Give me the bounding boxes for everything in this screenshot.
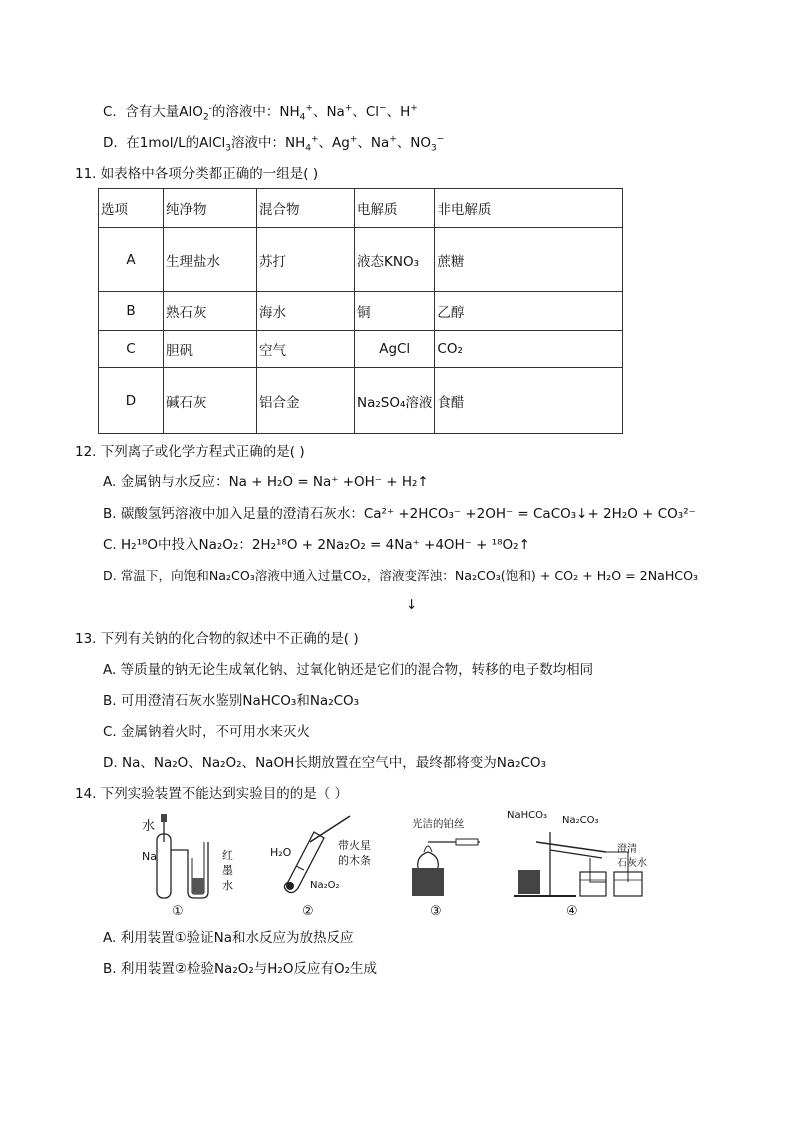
table-row [99, 228, 623, 292]
table-cell: Na₂SO₄溶液 [355, 368, 435, 434]
table-cell: C [99, 331, 164, 368]
table-cell: 铝合金 [257, 368, 355, 434]
label-glowing-stick-1: 带火星 [338, 839, 371, 852]
q13-stem: 13. 下列有关钠的化合物的叙述中不正确的是( ) [75, 631, 359, 647]
table-header-row [99, 189, 623, 228]
table-cell: 生理盐水 [164, 228, 257, 292]
table-cell: 熟石灰 [164, 292, 257, 331]
q14-stem: 14. 下列实验装置不能达到实验目的的是（ ） [75, 786, 349, 802]
label-ink-2: 墨 [222, 864, 233, 877]
label-nahco3: NaHCO₃ [507, 810, 547, 821]
table-cell: 苏打 [257, 228, 355, 292]
header-cell: 纯净物 [164, 189, 257, 228]
q12-option-b: B. 碳酸氢钙溶液中加入足量的澄清石灰水：Ca²⁺ +2HCO₃⁻ +2OH⁻ = CaCO₃↓+ 2H₂O + CO₃²⁻ [103, 506, 696, 522]
q14-option-b: B. 利用装置②检验Na₂O₂与H₂O反应有O₂生成 [103, 961, 377, 977]
table-cell: 空气 [257, 331, 355, 368]
header-cell: 非电解质 [435, 189, 623, 228]
figure-number-2: ② [302, 904, 314, 919]
q12-option-d-precipitate-arrow: ↓ [406, 597, 418, 613]
table-cell: 食醋 [435, 368, 623, 434]
q13-option-d: D. Na、Na₂O、Na₂O₂、NaOH长期放置在空气中，最终都将变为Na₂CO₃ [103, 755, 546, 771]
table-cell: 液态KNO₃ [355, 228, 435, 292]
label-ink-3: 水 [222, 879, 233, 892]
label-water: 水 [142, 819, 156, 834]
q10-option-c: C. 含有大量AlO$_2$-的溶液中：$NH_4^+$、Na+、Cl−、H+ [103, 103, 418, 123]
label-ink-1: 红 [222, 849, 233, 862]
table-cell: B [99, 292, 164, 331]
table-row [99, 292, 623, 331]
table-cell: 海水 [257, 292, 355, 331]
q12-option-a: A. 金属钠与水反应：Na + H₂O = Na⁺ +OH⁻ + H₂↑ [103, 474, 429, 490]
header-cell: 电解质 [355, 189, 435, 228]
q14-apparatus-figures [130, 812, 690, 922]
table-cell: 碱石灰 [164, 368, 257, 434]
table-row [99, 331, 623, 368]
label-na: Na [142, 850, 157, 863]
q12-stem: 12. 下列离子或化学方程式正确的是( ) [75, 444, 305, 460]
table-cell: 胆矾 [164, 331, 257, 368]
table-cell: CO₂ [435, 331, 623, 368]
label-h2o: H₂O [270, 846, 292, 859]
figure-number-4: ④ [566, 904, 578, 919]
label-glowing-stick-2: 的木条 [338, 854, 371, 867]
table-row [99, 368, 623, 434]
label-na2co3: Na₂CO₃ [562, 815, 599, 826]
table-cell: A [99, 228, 164, 292]
label-limewater-1: 澄清 [617, 844, 637, 855]
q14-option-a: A. 利用装置①验证Na和水反应为放热反应 [103, 930, 354, 946]
q10-option-d: D. 在1mol/L的AlCl$_3$溶液中：$NH_4^+$、Ag+、Na+、$NO_3^-$ [103, 134, 445, 154]
q13-option-b: B. 可用澄清石灰水鉴别NaHCO₃和Na₂CO₃ [103, 693, 360, 709]
table-cell: D [99, 368, 164, 434]
figure-number-3: ③ [430, 904, 442, 919]
q12-option-c: C. H₂¹⁸O中投入Na₂O₂：2H₂¹⁸O + 2Na₂O₂ = 4Na⁺ +4OH⁻ + ¹⁸O₂↑ [103, 537, 530, 553]
table-cell: 乙醇 [435, 292, 623, 331]
label-na2o2: Na₂O₂ [310, 880, 340, 891]
header-cell: 混合物 [257, 189, 355, 228]
q13-option-c: C. 金属钠着火时，不可用水来灭火 [103, 724, 311, 740]
q13-option-a: A. 等质量的钠无论生成氧化钠、过氧化钠还是它们的混合物，转移的电子数均相同 [103, 662, 594, 678]
label-platinum-wire: 光洁的铂丝 [412, 818, 465, 830]
q11-stem: 11. 如表格中各项分类都正确的一组是( ) [75, 166, 319, 182]
figure-number-1: ① [172, 904, 184, 919]
q12-option-d: D. 常温下，向饱和Na₂CO₃溶液中通入过量CO₂，溶液变浑浊：Na₂CO₃(饱和) + CO₂ + H₂O = 2NaHCO₃ [103, 568, 699, 583]
q11-classification-table [98, 188, 623, 434]
table-cell: 铜 [355, 292, 435, 331]
label-limewater-2: 石灰水 [617, 858, 647, 869]
header-cell: 选项 [99, 189, 164, 228]
table-cell: AgCl [355, 331, 435, 368]
table-cell: 蔗糖 [435, 228, 623, 292]
